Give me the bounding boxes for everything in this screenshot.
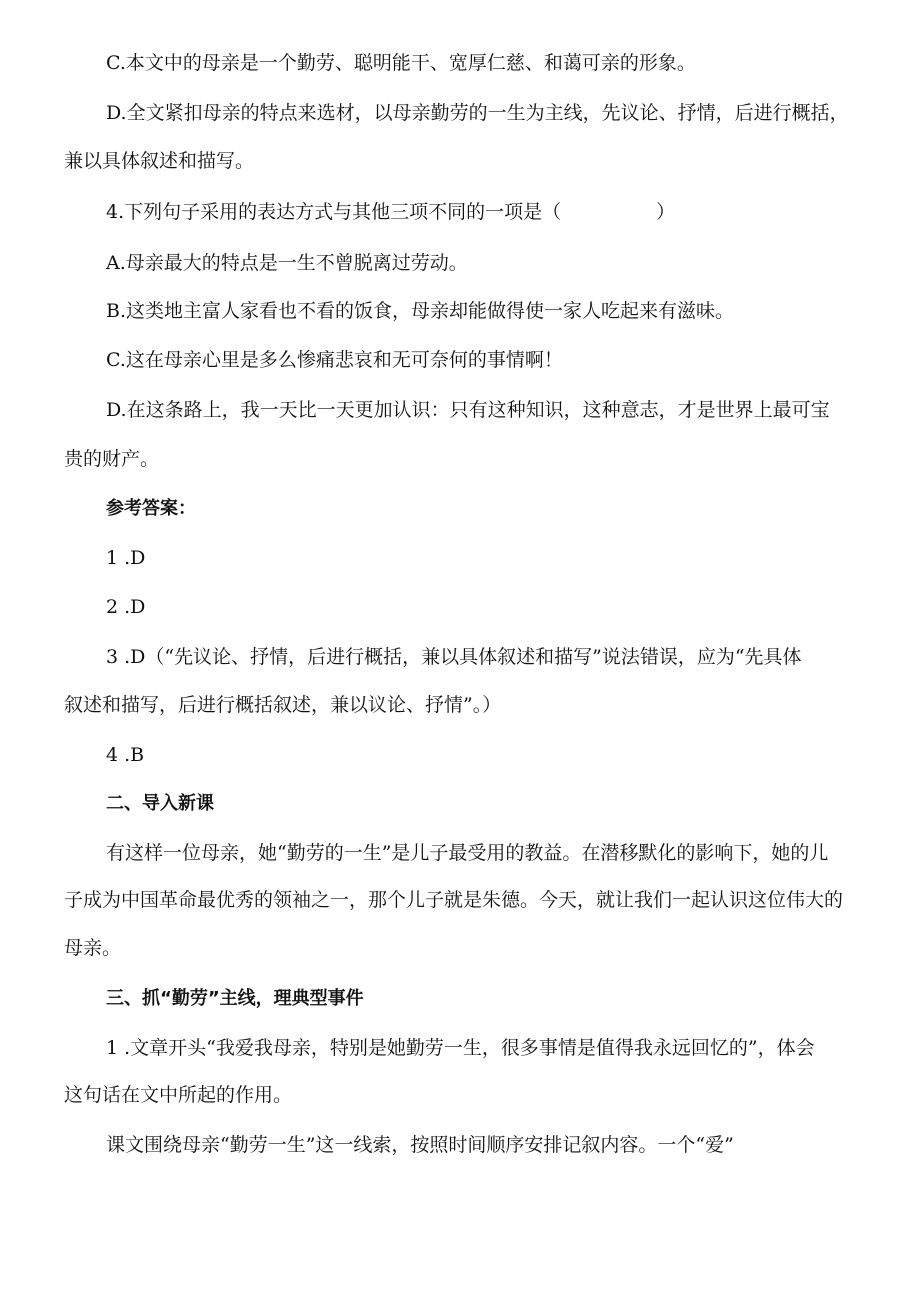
intro-paragraph-line-2: 子成为中国革命最优秀的领袖之一，那个儿子就是朱德。今天，就让我们一起认识这位伟大的 <box>64 889 844 911</box>
answer-4: 4 .B <box>106 744 145 766</box>
intro-paragraph-line-1: 有这样一位母亲，她“勤劳的一生”是儿子最受用的教益。在潜移默化的影响下，她的儿 <box>106 842 829 864</box>
q4-option-d: D.在这条路上，我一天比一天更加认识：只有这种知识，这种意志，才是世界上最可宝 <box>106 399 830 421</box>
option-d-continuation: 兼以具体叙述和描写。 <box>64 150 255 172</box>
q4-option-c: C.这在母亲心里是多么惨痛悲哀和无可奈何的事情啊！ <box>106 349 563 371</box>
option-d-line: D.全文紧扣母亲的特点来选材，以母亲勤劳的一生为主线，先议论、抒情，后进行概括， <box>106 102 849 124</box>
item-1-line-2: 这句话在文中所起的作用。 <box>64 1084 293 1106</box>
section-2-heading: 二、导入新课 <box>106 793 214 814</box>
q4-option-a: A.母亲最大的特点是一生不曾脱离过劳动。 <box>106 252 468 274</box>
q4-option-d-continuation: 贵的财产。 <box>64 448 160 470</box>
section-3-heading: 三、抓“勤劳”主线，理典型事件 <box>106 988 364 1009</box>
answer-2: 2 .D <box>106 596 146 618</box>
intro-paragraph-line-3: 母亲。 <box>64 937 122 959</box>
item-1-line-1: 1 .文章开头“我爱我母亲，特别是她勤劳一生，很多事情是值得我永远回忆的”，体会 <box>106 1037 815 1059</box>
q4-option-b: B.这类地主富人家看也不看的饭食，母亲却能做得使一家人吃起来有滋味。 <box>106 300 735 322</box>
question-4: 4.下列句子采用的表达方式与其他三项不同的一项是（ ） <box>106 201 676 223</box>
option-c-line: C.本文中的母亲是一个勤劳、聪明能干、宽厚仁慈、和蔼可亲的形象。 <box>106 52 696 74</box>
answer-1: 1 .D <box>106 547 146 569</box>
answer-3-continuation: 叙述和描写，后进行概括叙述，兼以议论、抒情”。） <box>64 694 502 716</box>
lesson-paragraph-line-1: 课文围绕母亲“勤劳一生”这一线索，按照时间顺序安排记叙内容。一个“爱” <box>106 1134 734 1156</box>
answer-3: 3 .D（“先议论、抒情，后进行概括，兼以具体叙述和描写”说法错误，应为“先具体 <box>106 646 802 668</box>
answer-key-heading: 参考答案： <box>106 498 196 519</box>
